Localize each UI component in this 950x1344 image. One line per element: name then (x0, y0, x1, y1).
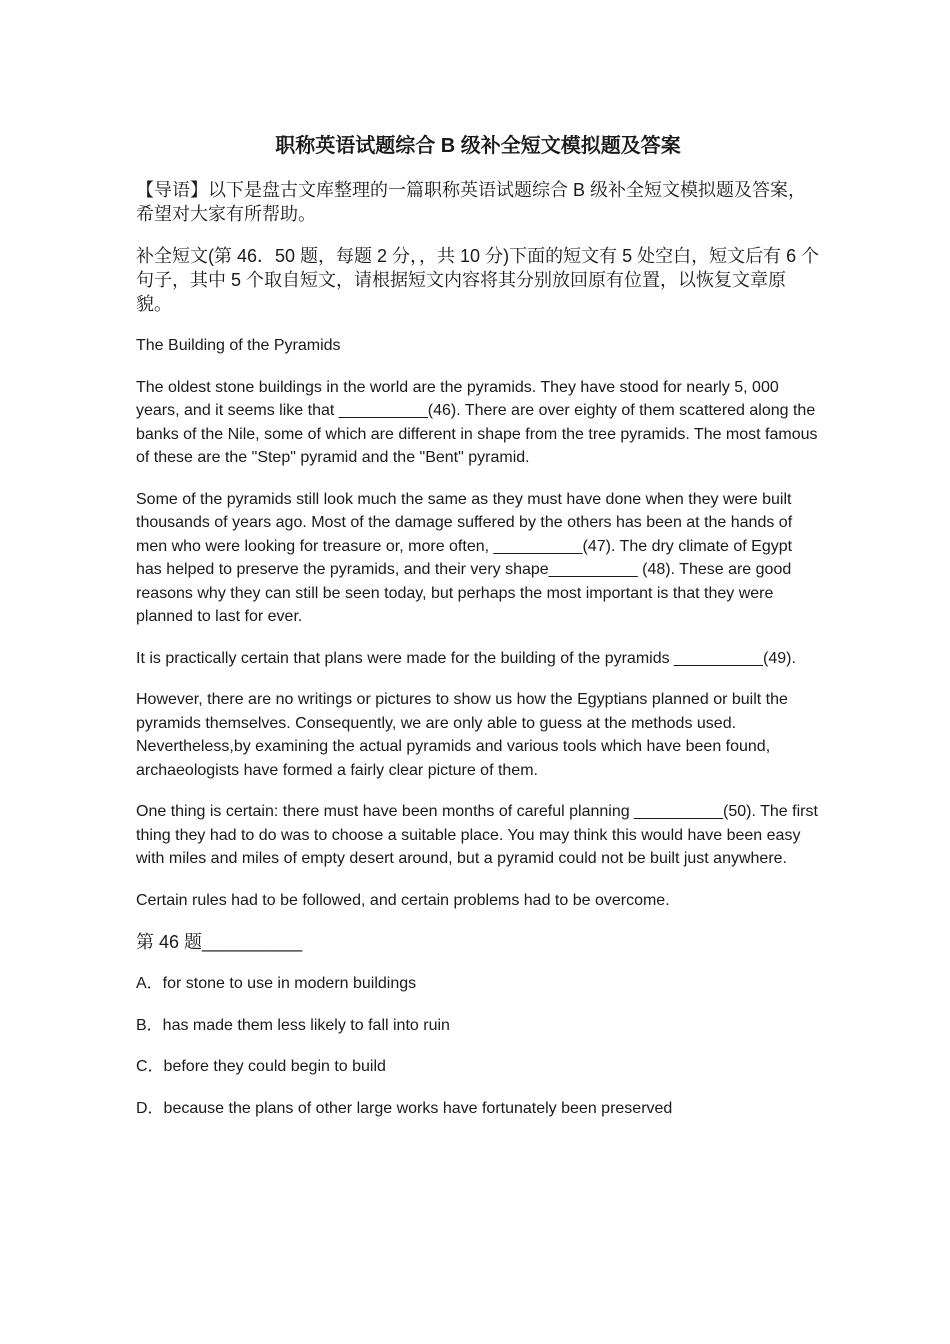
question-label: 第 46 题__________ (136, 932, 303, 952)
passage-paragraph-2: Some of the pyramids still look much the same as they must have done when they were built thousands of years ago. Most of the damage suffered by the others has been at the hands of men who were looking for treasure or, more often, __________(47). The dry climate of Egypt has helped to preserve the pyramids, and their very shape__________ (48). These are good reasons why they can still be seen today, but perhaps the most important is that they were planned to last for ever. (136, 490, 793, 625)
passage-paragraph-4: However, there are no writings or pictures to show us how the Egyptians planned or built the pyramids themselves. Consequently, we are only able to guess at the methods used. Nevertheless,by examining the actual pyramids and various tools which have been found, archaeologists have formed a fairly clear picture of them. (136, 691, 788, 779)
passage-paragraph-3: It is practically certain that plans were made for the building of the pyramids __________(49). (136, 649, 796, 667)
passage-paragraph-5: One thing is certain: there must have been months of careful planning __________(50). The first thing they had to do was to choose a suitable place. You may think this would have been easy with miles and miles of empty desert around, but a pyramid could not be built just anywhere. (136, 803, 818, 867)
instructions-paragraph: 补全短文(第 46．50 题，每题 2 分，，共 10 分)下面的短文有 5 处空白，短文后有 6 个句子，其中 5 个取自短文，请根据短文内容将其分别放回原有位置，以恢复文章原貌。 (136, 246, 820, 314)
document-title: 职称英语试题综合 B 级补全短文模拟题及答案 (275, 135, 681, 157)
intro-paragraph: 【导语】以下是盘古文库整理的一篇职称英语试题综合 B 级补全短文模拟题及答案，希望对大家有所帮助。 (136, 180, 807, 224)
option-c: C．before they could begin to build (136, 1058, 386, 1075)
passage-title: The Building of the Pyramids (136, 337, 341, 354)
option-b: B．has made them less likely to fall into ruin (136, 1016, 450, 1034)
option-a: A．for stone to use in modern buildings (136, 975, 417, 992)
passage-paragraph-6: Certain rules had to be followed, and certain problems had to be overcome. (136, 891, 670, 909)
passage-paragraph-1: The oldest stone buildings in the world are the pyramids. They have stood for nearly 5, 000 years, and it seems like that __________(46). There are over eighty of them scattered along the banks of the Nile, some of which are different in shape from the tree pyramids. The most famous of these are the "Step" pyramid and the "Bent" pyramid. (136, 378, 818, 466)
option-d: D．because the plans of other large works have fortunately been preserved (136, 1099, 673, 1117)
document-page (136, 132, 820, 1138)
